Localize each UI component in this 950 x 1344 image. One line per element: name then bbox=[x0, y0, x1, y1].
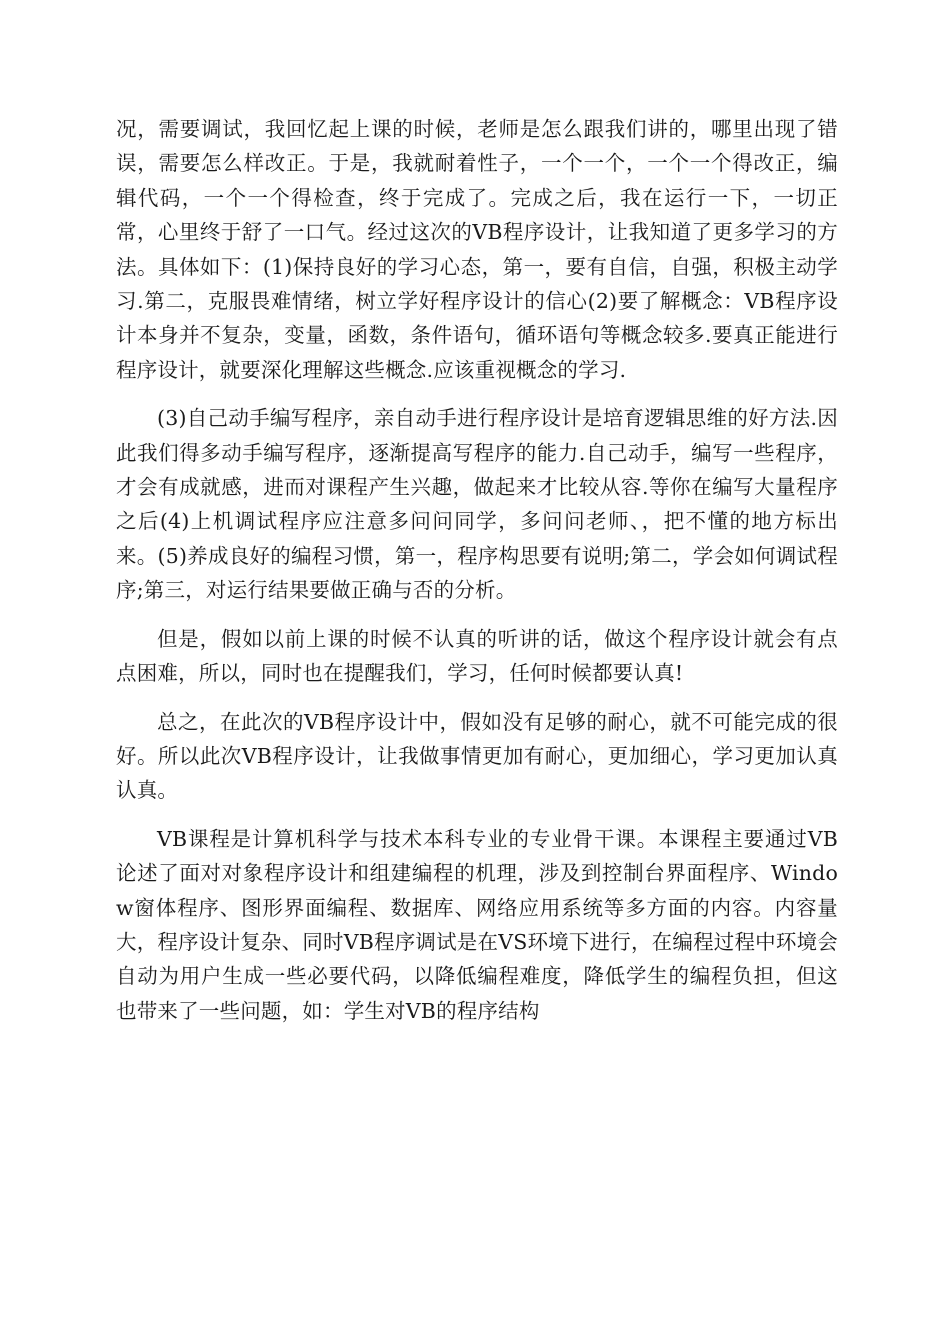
paragraph-course-intro: VB课程是计算机科学与技术本科专业的专业骨干课。本课程主要通过VB论述了面对对象程序设计和组建编程的机理，涉及到控制台界面程序、Window窗体程序、图形界面编程、数据库、网络应用系统等多方面的内容。内容量大，程序设计复杂、同时VB程序调试是在VS环境下进行，在编程过程中环境会自动为用户生成一些必要代码，以降低编程难度，降低学生的编程负担，但这也带来了一些问题，如：学生对VB的程序结构 bbox=[116, 826, 838, 1023]
document-body bbox=[116, 112, 838, 1028]
paragraph-attention: 但是，假如以前上课的时候不认真的听讲的话，做这个程序设计就会有点点困难，所以，同时也在提醒我们，学习，任何时候都要认真! bbox=[116, 626, 838, 686]
paragraph-summary: 总之，在此次的VB程序设计中，假如没有足够的耐心，就不可能完成的很好。所以此次VB程序设计，让我做事情更加有耐心，更加细心，学习更加认真认真。 bbox=[116, 709, 838, 803]
paragraph-continuation: 况，需要调试，我回忆起上课的时候，老师是怎么跟我们讲的，哪里出现了错误，需要怎么样改正。于是，我就耐着性子，一个一个，一个一个得改正，编辑代码，一个一个得检查，终于完成了。完成之后，我在运行一下，一切正常，心里终于舒了一口气。经过这次的VB程序设计，让我知道了更多学习的方法。具体如下：(1)保持良好的学习心态，第一，要有自信，自强，积极主动学习.第二，克服畏难情绪，树立学好程序设计的信心(2)要了解概念：VB程序设计本身并不复杂，变量，函数，条件语句，循环语句等概念较多.要真正能进行程序设计，就要深化理解这些概念.应该重视概念的学习. bbox=[116, 117, 838, 382]
paragraph-programming-tips: (3)自己动手编写程序，亲自动手进行程序设计是培育逻辑思维的好方法.因此我们得多动手编写程序，逐渐提高写程序的能力.自己动手，编写一些程序，才会有成就感，进而对课程产生兴趣，做起来才比较从容.等你在编写大量程序之后(4)上机调试程序应注意多问问同学，多问问老师、，把不懂的地方标出来。(5)养成良好的编程习惯，第一，程序构思要有说明;第二，学会如何调试程序;第三，对运行结果要做正确与否的分析。 bbox=[116, 406, 838, 603]
